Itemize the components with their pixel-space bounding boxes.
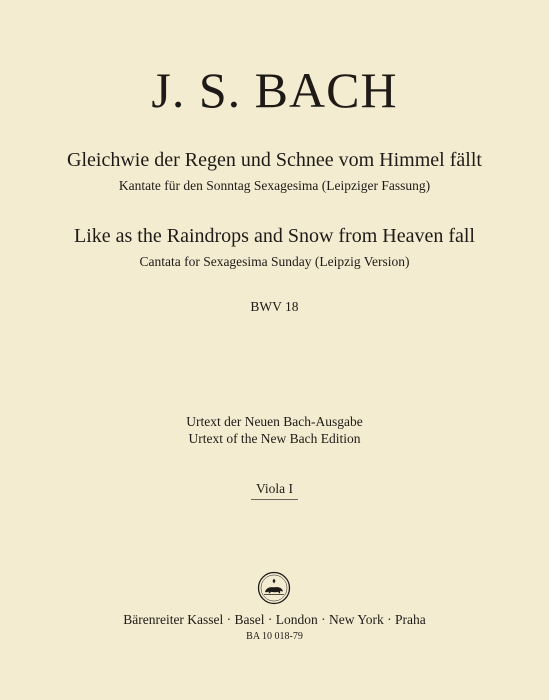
- edition-number: BA 10 018-79: [246, 631, 303, 642]
- title-german: Gleichwie der Regen und Schnee vom Himmel fällt: [67, 149, 482, 171]
- baerenreiter-bear-logo-icon: [257, 571, 291, 605]
- title-english: Like as the Raindrops and Snow from Heaven fall: [73, 225, 475, 247]
- part-label: [0, 480, 549, 500]
- subtitle-english: Cantata for Sexagesima Sunday (Leipzig Version): [139, 254, 410, 269]
- bwv-number: BWV 18: [250, 299, 299, 314]
- part-name: Viola I: [251, 480, 298, 500]
- publisher-line: Bärenreiter Kassel · Basel · London · New York · Praha: [123, 612, 426, 627]
- urtext-english: Urtext of the New Bach Edition: [188, 431, 361, 446]
- composer-name: J. S. BACH: [151, 62, 398, 118]
- urtext-german: Urtext der Neuen Bach-Ausgabe: [186, 414, 363, 429]
- subtitle-german: Kantate für den Sonntag Sexagesima (Leipziger Fassung): [118, 178, 431, 193]
